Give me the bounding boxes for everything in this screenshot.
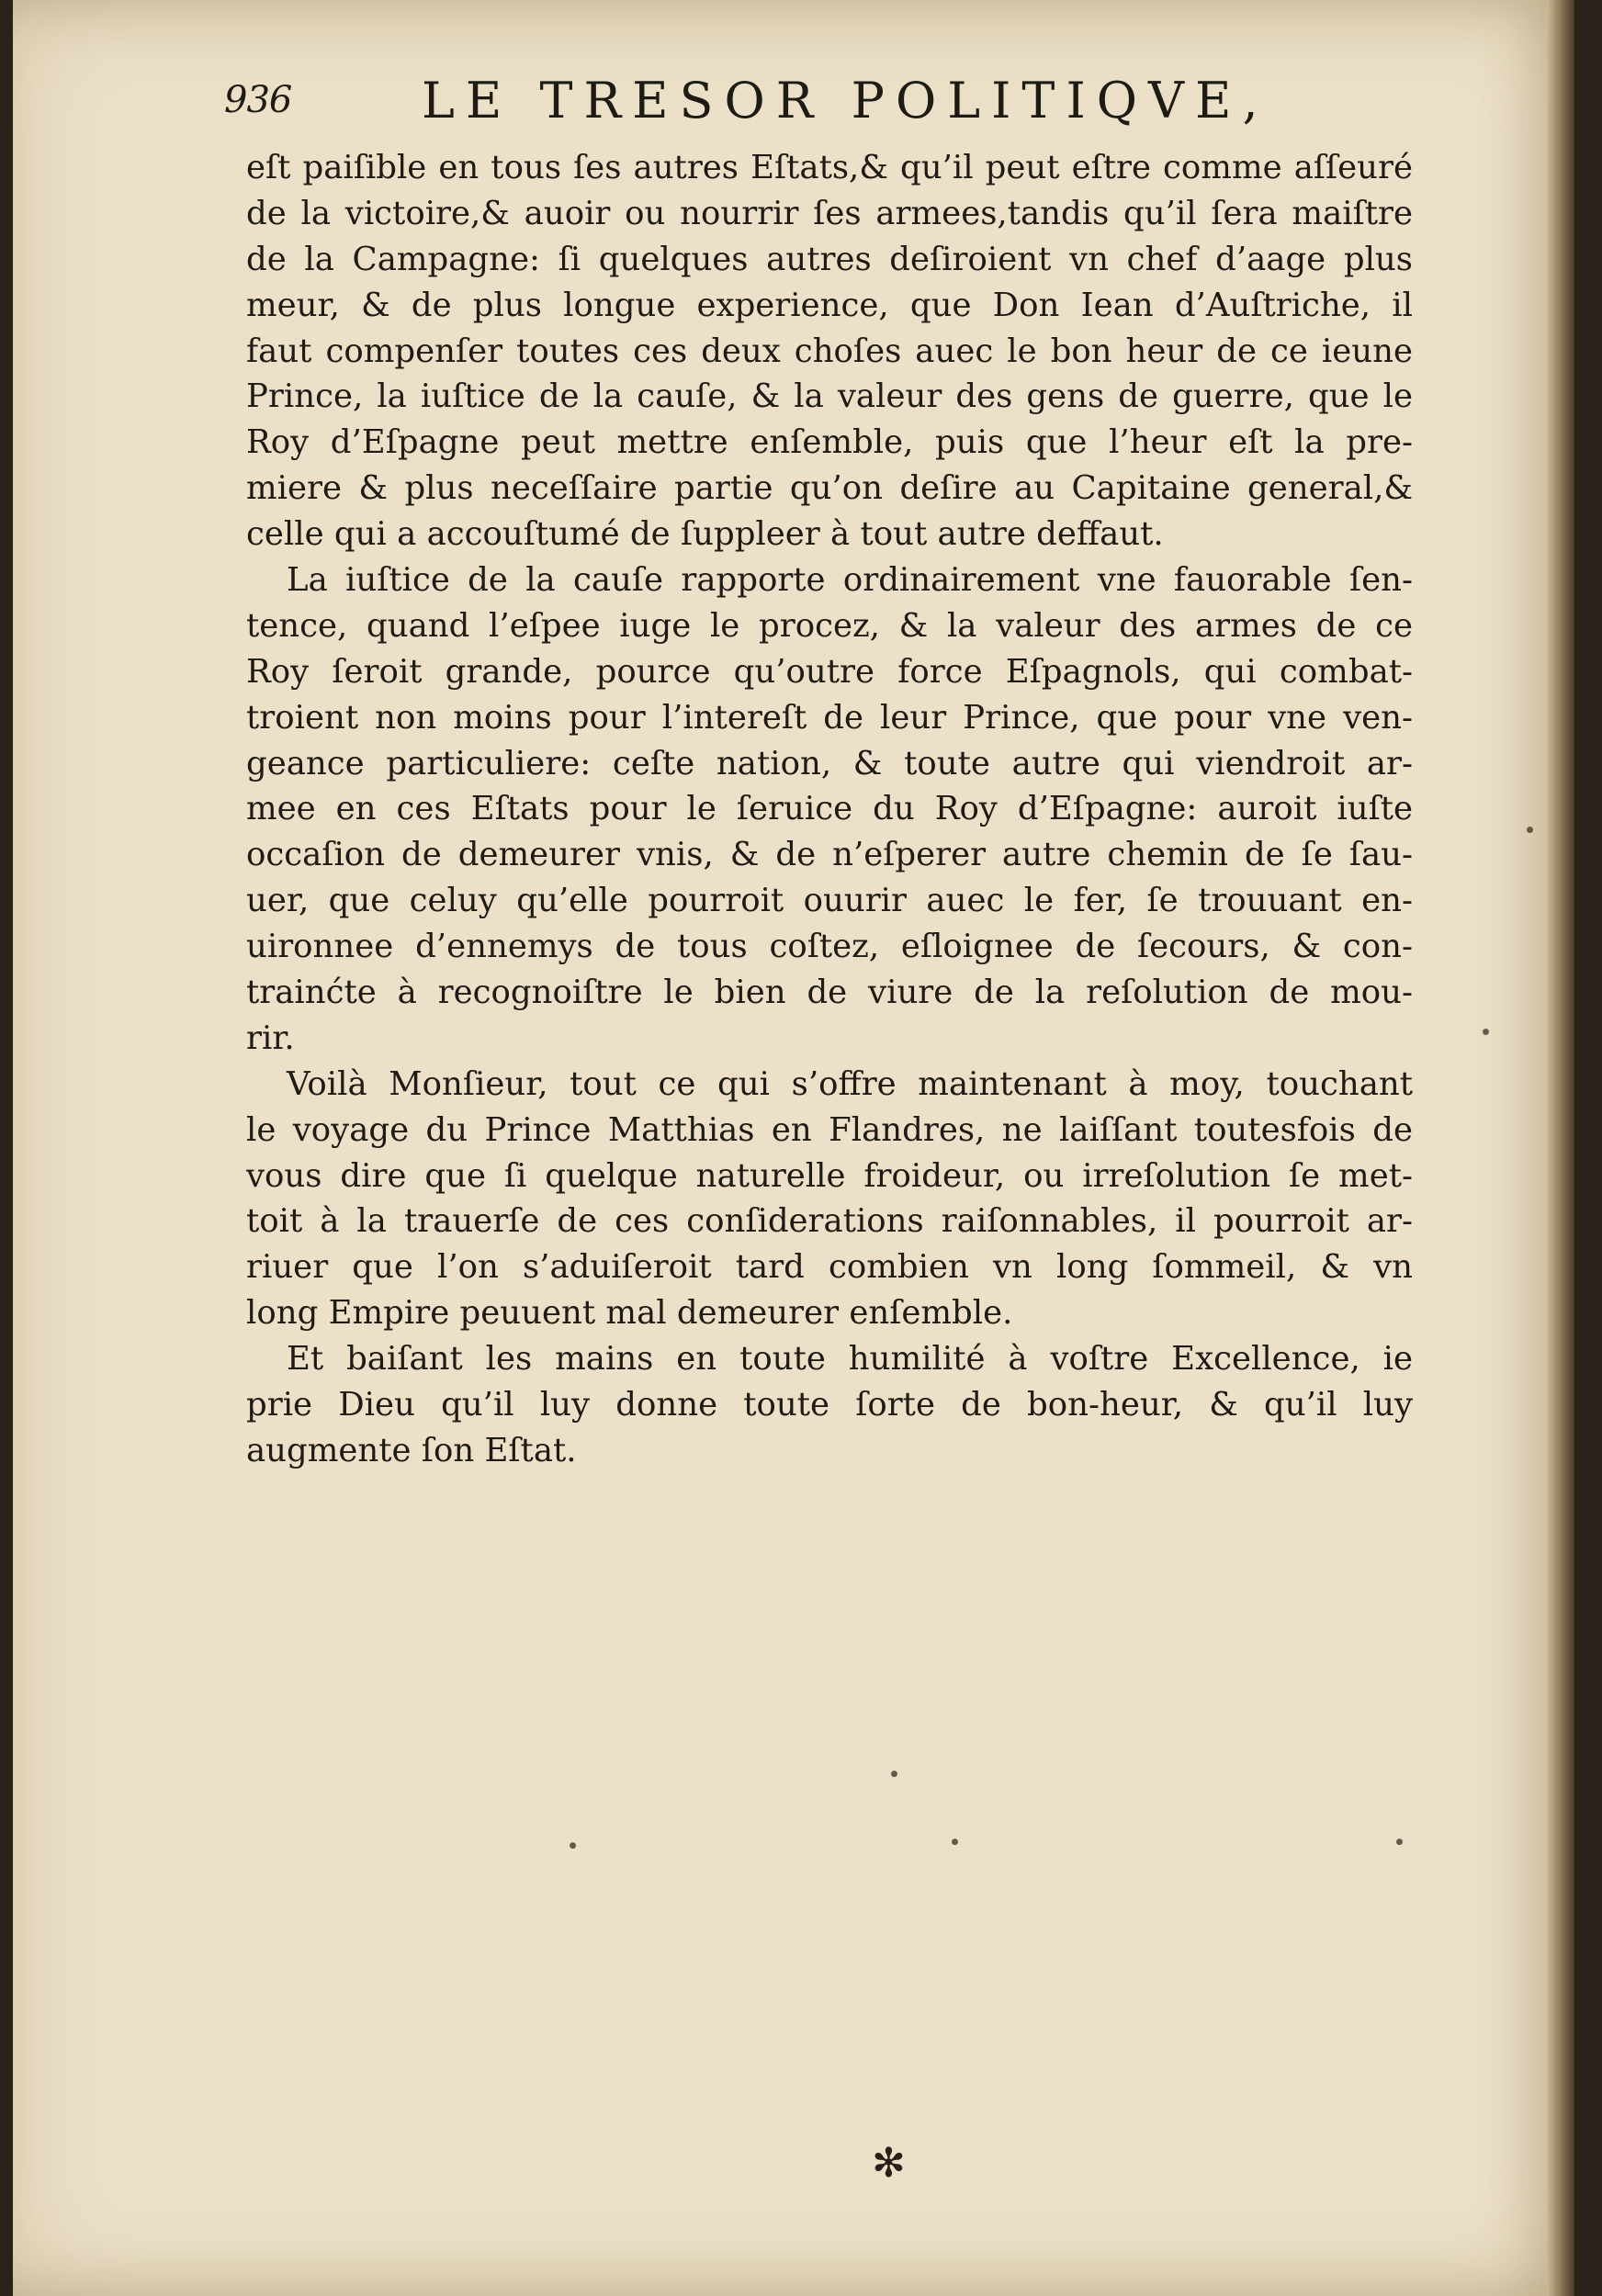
ink-speck [1396,1839,1403,1845]
paragraph [246,557,1413,1062]
text-line: rir. [246,1019,295,1057]
ink-speck [1527,827,1533,833]
book-page [13,0,1574,2296]
text-line: uer, que celuy qu’elle pourroit ouurir auec le fer, ſe trouuant en- [246,882,1413,920]
text-line: faut compenſer toutes ces deux choſes auec le bon heur de ce ieune [246,332,1413,370]
text-line: toit à la trauerſe de ces conſiderations raiſonnables, il pourroit ar- [246,1202,1413,1241]
text-line: vous dire que ſi quelque naturelle froideur, ou irreſolution ſe met- [246,1156,1413,1195]
text-line: le voyage du Prince Matthias en Flandres, ne laiſſant toutesfois de [246,1110,1413,1149]
book-title: LE TRESOR POLITIQVE, [422,72,1269,129]
paragraph [246,145,1413,557]
ink-speck [952,1839,958,1845]
text-line: Roy d’Eſpagne peut mettre enſemble, puis que l’heur eſt la pre- [246,423,1413,462]
page-number: 936 [224,79,292,121]
paragraph [246,1062,1413,1336]
text-line: occaſion de demeurer vnis, & de n’eſperer autre chemin de ſe ſau- [246,836,1413,874]
text-line: trainćte à recognoiſtre le bien de viure de la reſolution de mou- [246,974,1413,1012]
text-line: augmente ſon Eſtat. [246,1431,577,1469]
running-head [224,72,1290,136]
paragraph [246,1336,1413,1474]
text-line: Voilà Monſieur, tout ce qui s’offre maintenant à moy, touchant [287,1064,1413,1103]
text-line: miere & plus neceſſaire partie qu’on deſire au Capitaine general,& [246,469,1413,508]
text-line: uironnee d’ennemys de tous coſtez, eſloignee de ſecours, & con- [246,928,1413,966]
text-line: long Empire peuuent mal demeurer enſemble. [246,1294,1013,1333]
text-line: meur, & de plus longue experience, que Don Iean d’Auſtriche, il [246,286,1413,324]
text-line: celle qui a accouſtumé de ſuppleer à tout autre deffaut. [246,515,1164,554]
fleuron-icon: ✻ [872,2140,906,2187]
ink-speck [891,1771,897,1777]
text-line: riuer que l’on s’aduiſeroit tard combien vn long ſommeil, & vn [246,1248,1413,1287]
page-gutter [1547,0,1574,2296]
text-line: de la victoire,& auoir ou nourrir ſes armees,tandis qu’il ſera maiſtre [246,194,1413,232]
text-line: prie Dieu qu’il luy donne toute ſorte de bon-heur, & qu’il luy [246,1386,1413,1424]
ink-speck [570,1842,576,1849]
text-line: eſt paiſible en tous ſes autres Eſtats,& qu’il peut eſtre comme aſſeuré [246,149,1413,186]
text-line: geance particuliere: ceſte nation, & toute autre qui viendroit ar- [246,744,1413,782]
text-line: La iuſtice de la cauſe rapporte ordinairement vne fauorable ſen- [287,561,1413,600]
ink-speck [1483,1029,1489,1035]
text-line: Roy ſeroit grande, pource qu’outre force Eſpagnols, qui combat- [246,652,1413,691]
body-text [246,145,1413,1474]
text-line: Prince, la iuſtice de la cauſe, & la valeur des gens de guerre, que le [246,377,1413,416]
text-line: troient non moins pour l’intereſt de leur Prince, que pour vne ven- [246,698,1413,737]
text-line: tence, quand l’eſpee iuge le procez, & la valeur des armes de ce [246,606,1413,645]
text-line: de la Campagne: ſi quelques autres deſiroient vn chef d’aage plus [246,240,1413,278]
text-line: mee en ces Eſtats pour le ſeruice du Roy d’Eſpagne: auroit iuſte [246,790,1413,828]
text-line: Et baiſant les mains en toute humilité à voſtre Excellence, ie [287,1340,1413,1379]
